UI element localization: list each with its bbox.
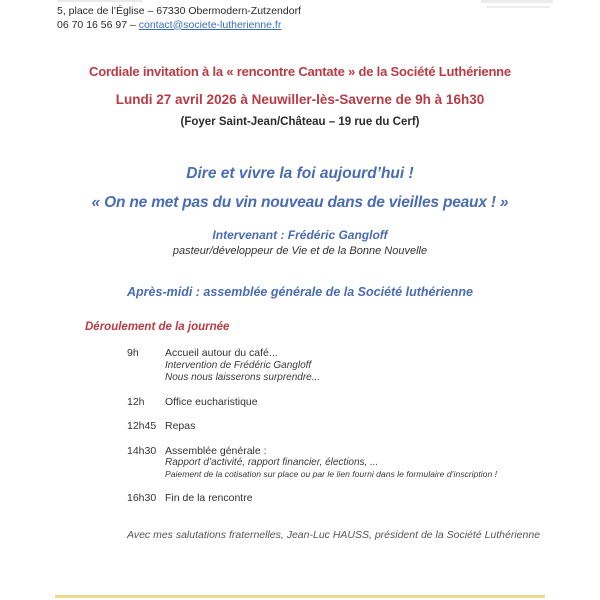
schedule-activity: Office eucharistique [165,395,258,408]
theme-headline: Dire et vivre la foi aujourd’hui ! [186,165,414,182]
cutoff-text-fragment [486,6,550,8]
schedule-row [127,347,557,384]
invitation-date-line: Lundi 27 avril 2026 à Neuwiller-lès-Saverne de 9h à 16h30 [115,92,485,107]
cutoff-text-fragment [481,0,553,3]
contact-address: 5, place de l’Église – 67330 Obermodern-Zutzendorf [57,5,301,17]
schedule-list [127,347,557,517]
schedule-row [127,445,557,481]
invitation-venue-line: (Foyer Saint-Jean/Château – 19 rue du Cerf) [180,116,420,128]
schedule-time: 14h30 [127,444,157,457]
schedule-heading: Déroulement de la journée [85,321,230,333]
schedule-activity: Repas [165,420,196,432]
schedule-activity-detail: Nous nous laisserons surprendre... [165,371,321,383]
schedule-time: 16h30 [127,492,157,504]
schedule-activity: Fin de la rencontre [165,492,253,504]
invitation-title: Cordiale invitation à la « rencontre Cantate » de la Société Luthérienne [89,64,511,79]
schedule-time: 12h [127,395,145,408]
contact-phone-line [57,19,301,33]
schedule-row [127,420,557,433]
schedule-time: 12h45 [127,420,157,432]
contact-block [57,5,301,32]
schedule-activity: Assemblée générale : [165,444,267,457]
closing-salutation: Avec mes salutations fraternelles, Jean-Luc HAUSS, président de la Société Luthérienne [127,529,541,541]
contact-phone: 06 70 16 56 97 – [57,18,139,31]
afternoon-line: Après-midi : assemblée générale de la Société luthérienne [127,285,473,299]
contact-email-link[interactable]: contact@societe-lutherienne.fr [138,18,282,31]
schedule-time: 9h [127,347,139,359]
schedule-activity: Accueil autour du café... [165,347,278,359]
speaker-role-line: pasteur/développeur de Vie et de la Bonne Nouvelle [172,245,428,257]
footer-divider-line [55,595,545,598]
schedule-row [127,492,557,505]
schedule-row [127,396,557,409]
speaker-line: Intervenant : Frédéric Gangloff [212,228,388,242]
schedule-activity-detail: Rapport d’activité, rapport financier, élections, ... [165,457,379,468]
schedule-activity-detail: Intervention de Frédéric Gangloff [165,359,312,371]
schedule-activity-detail: Paiement de la cotisation sur place ou par le lien fourni dans le formulaire d’inscription ! [165,469,497,479]
theme-quote: « On ne met pas du vin nouveau dans de vieilles peaux ! » [91,194,509,211]
cutoff-text-fragment [57,0,143,2]
